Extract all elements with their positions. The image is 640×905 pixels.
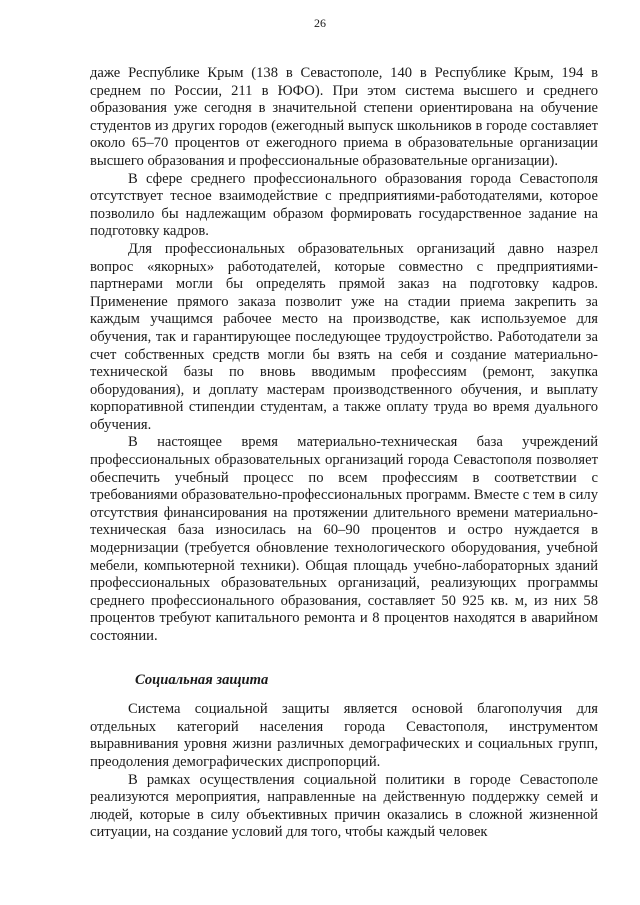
page-number: 26	[314, 16, 326, 30]
paragraph-2: В сфере среднего профессионального образования города Севастополя отсутствует тесное взаимодействие с предприятиями-работодателями, которое позволило бы надлежащим образом формировать государственное задание на подготовку кадров.	[90, 170, 598, 240]
section-heading: Социальная защита	[135, 671, 269, 688]
section-paragraph-2: В рамках осуществления социальной политики в городе Севастополе реализуются мероприятия, направленные на действенную поддержку семей и людей, которые в силу объективных причин оказались в сложной жизненной ситуации, на создание условий для того, чтобы каждый человек	[90, 771, 598, 841]
section-paragraph-1: Система социальной защиты является основой благополучия для отдельных категорий населения города Севастополя, инструментом выравнивания уровня жизни различных демографических и социальных групп, преодоления демографических диспропорций.	[90, 701, 598, 770]
paragraph-4: В настоящее время материально-техническая база учреждений профессиональных образовательных организаций города Севастополя позволяет обеспечить учебный процесс по всем профессиям в соответствии с требованиями образовательно-профессиональных программ. Вместе с тем в силу отсутствия финансирования на протяжении длительного времени материально-техническая база износилась на 60–90 процентов и остро нуждается в модернизации (требуется обновление технологического оборудования, учебной мебели, компьютерной техники). Общая площадь учебно-лабораторных зданий профессиональных образовательных организаций, реализующих программы среднего профессионального образования, составляет 50 925 кв. м, из них 58 процентов требуют капитального ремонта и 8 процентов находятся в аварийном состоянии.	[90, 434, 598, 644]
page-content	[90, 65, 598, 842]
paragraph-1: даже Республике Крым (138 в Севастополе, 140 в Республике Крым, 194 в среднем по России, 211 в ЮФО). При этом система высшего и среднего образования уже сегодня в значительной степени ориентирована на обучение студентов из других городов (ежегодный выпуск школьников в городе составляет около 65–70 процентов от ежегодного приема в образовательные организации высшего образования и профессиональные образовательные организации).	[90, 65, 598, 169]
paragraph-3: Для профессиональных образовательных организаций давно назрел вопрос «якорных» работодателей, которые совместно с предприятиями-партнерами могли бы определять прямой заказ на подготовку кадров. Применение прямого заказа позволит уже на стадии приема закрепить за каждым учащимся рабочее место на производстве, как используемое для обучения, так и гарантирующее последующее трудоустройство. Работодатели за счет собственных средств могли бы взять на себя и создание материально-технической базы по вновь вводимым профессиям (ремонт, закупка оборудования), и доплату мастерам производственного обучения, и выплату корпоративной стипендии студентам, а также оплату труда во время дуального обучения.	[90, 240, 598, 433]
